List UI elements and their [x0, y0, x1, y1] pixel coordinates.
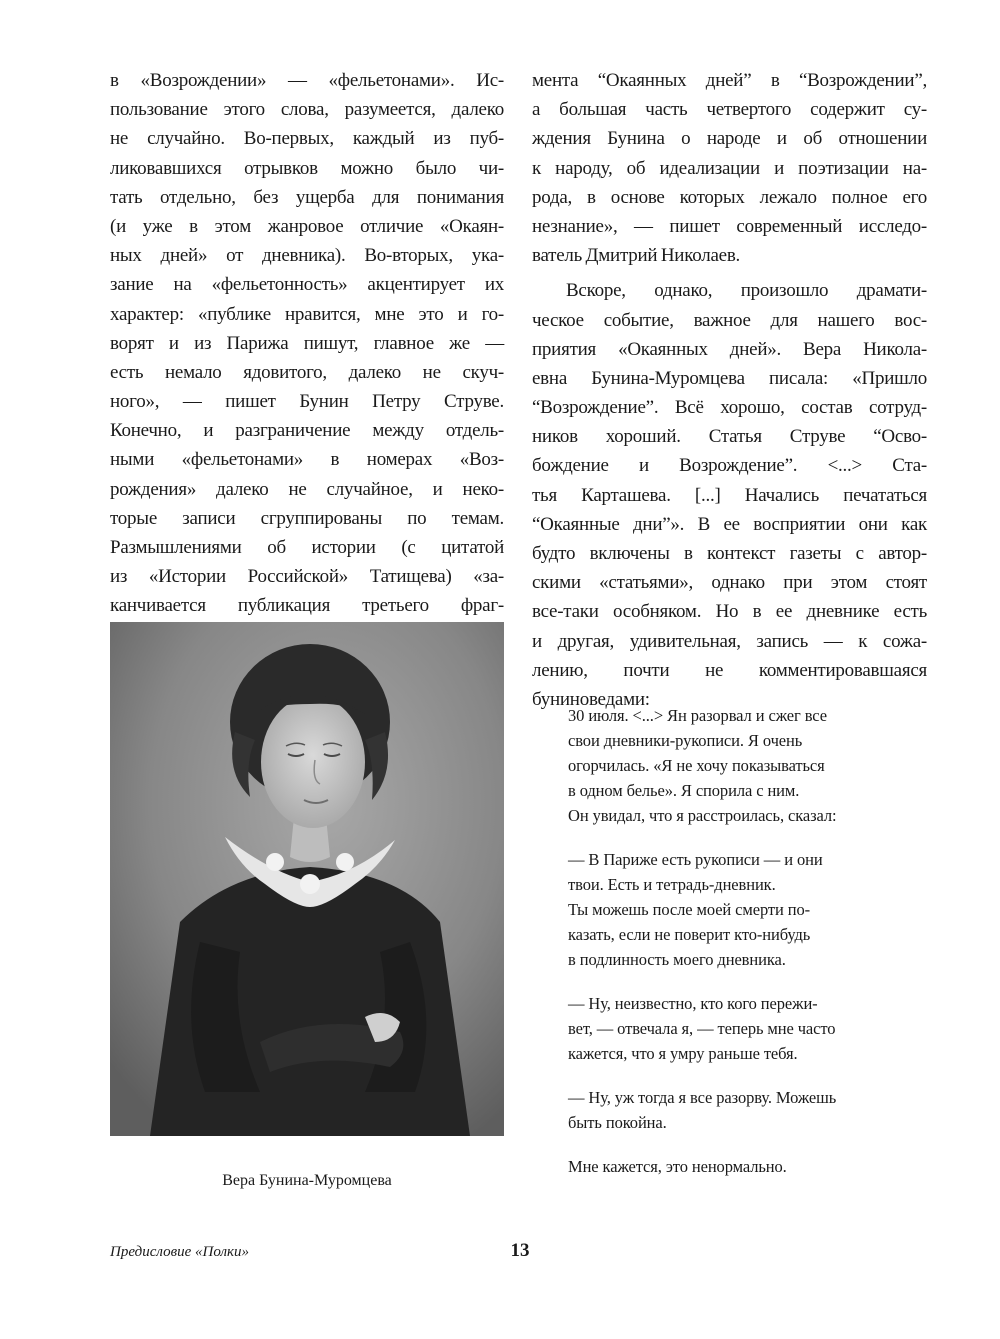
text-line: лению, почти не комментировавшаяся: [532, 659, 927, 681]
quote-line: в одном белье». Я спорила с ним.: [568, 781, 800, 800]
diary-quote: [568, 703, 928, 1179]
page-number: 13: [510, 1240, 530, 1261]
quote-gap: [568, 1066, 928, 1085]
quote-line: быть покойна.: [568, 1113, 667, 1132]
quote-paragraph: [568, 1154, 928, 1179]
text-line: ватель Дмитрий Николаев.: [532, 245, 741, 267]
text-line: буниноведами:: [532, 688, 650, 710]
text-line: характер: «публике нравится, мне это и го-: [110, 303, 504, 325]
photo-caption: Вера Бунина-Муромцева: [222, 1172, 392, 1189]
text-line: и другая, удивительная, запись — к сожа-: [532, 630, 927, 652]
quote-line: вет, — отвечала я, — теперь мне часто: [568, 1019, 836, 1038]
text-line: ворят и из Парижа пишут, главное же —: [110, 332, 504, 354]
text-line: пользование этого слова, разумеется, далеко: [110, 99, 504, 121]
text-line: Вскоре, однако, произошло драмати-: [566, 280, 927, 302]
text-line: евна Бунина-Муромцева писала: «Пришло: [532, 367, 927, 389]
text-line: а большая часть четвертого содержит су-: [532, 99, 927, 121]
text-line: зание на «фельетонность» акцентирует их: [110, 274, 504, 296]
text-line: будто включены в контекст газеты с автор-: [532, 543, 927, 564]
quote-line: казать, если не поверит кто-нибудь: [568, 925, 811, 944]
text-line: рода, в основе которых лежало полное его: [532, 186, 927, 208]
text-line: ными «фельетонами» в номерах «Воз-: [110, 449, 504, 471]
text-line: все-таки особняком. Но в ее дневнике есть: [532, 601, 927, 623]
text-line: “Окаянные дни”». В ее восприятии они как: [532, 513, 927, 535]
text-line: не случайно. Во-первых, каждый из пуб-: [110, 128, 504, 150]
text-line: мента “Окаянных дней” в “Возрождении”,: [532, 70, 927, 91]
quote-gap: [568, 828, 928, 847]
text-line: ных дней» от дневника). Во-вторых, ука-: [110, 245, 504, 267]
quote-paragraph: [568, 703, 928, 828]
text-line: скими «статьями», однако при этом стоят: [532, 572, 927, 594]
portrait-photo: [110, 622, 504, 1136]
quote-line: — В Париже есть рукописи — и они: [568, 850, 823, 869]
text-line: рождения» далеко не случайное, и неко-: [110, 478, 504, 500]
right-text-column: [532, 66, 927, 714]
quote-line: кажется, что я умру раньше тебя.: [568, 1044, 798, 1063]
quote-line: Мне кажется, это ненормально.: [568, 1157, 787, 1176]
text-line: Конечно, и разграничение между отдель-: [110, 420, 504, 442]
text-line: “Возрождение”. Всё хорошо, состав сотруд-: [532, 397, 927, 419]
right-paragraph-1: [532, 66, 927, 270]
text-line: из «Истории Российской» Татищева) «за-: [110, 566, 504, 588]
quote-gap: [568, 1135, 928, 1154]
quote-line: огорчилась. «Я не хочу показываться: [568, 756, 825, 775]
quote-line: — Ну, неизвестно, кто кого пережи-: [568, 994, 818, 1013]
quote-paragraph: [568, 991, 928, 1066]
text-line: (и уже в этом жанровое отличие «Окаян-: [110, 215, 504, 237]
quote-paragraph: [568, 1085, 928, 1135]
text-line: ников хороший. Статья Струве “Осво-: [532, 426, 927, 448]
quote-paragraph: [568, 847, 928, 972]
quote-line: Ты можешь после моей смерти по-: [568, 900, 811, 919]
right-paragraph-2: [532, 276, 927, 714]
text-line: есть немало ядовитого, далеко не скуч-: [110, 361, 504, 383]
text-line: ждения Бунина о народе и об отношении: [532, 128, 927, 150]
quote-line: в подлинность моего дневника.: [568, 950, 786, 969]
text-line: канчивается публикация третьего фраг-: [110, 595, 504, 617]
quote-line: — Ну, уж тогда я все разорву. Можешь: [568, 1088, 837, 1107]
text-line: торые записи сгруппированы по темам.: [110, 507, 504, 529]
text-line: к народу, об идеализации и поэтизации на-: [532, 157, 927, 179]
text-line: тья Карташева. [...] Начались печататься: [532, 484, 927, 506]
text-line: незнание», — пишет современный исследо-: [532, 215, 927, 237]
text-line: ликовавшихся отрывков можно было чи-: [110, 157, 504, 179]
text-line: тать отдельно, без ущерба для понимания: [110, 186, 504, 208]
text-line: ного», — пишет Бунин Петру Струве.: [110, 391, 504, 413]
text-line: ческое событие, важное для нашего вос-: [532, 309, 927, 331]
text-line: в «Возрождении» — «фельетонами». Ис-: [110, 70, 504, 91]
quote-line: свои дневники-рукописи. Я очень: [568, 731, 803, 750]
left-paragraph: [110, 66, 504, 621]
quote-line: твои. Есть и тетрадь-дневник.: [568, 875, 776, 894]
left-text-column: [110, 66, 504, 621]
quote-gap: [568, 972, 928, 991]
text-line: Размышлениями об истории (с цитатой: [110, 537, 504, 558]
quote-line: 30 июля. <...> Ян разорвал и сжег все: [568, 706, 827, 725]
quote-line: Он увидал, что я расстроилась, сказал:: [568, 806, 837, 825]
text-line: приятия «Окаянных дней». Вера Никола-: [532, 338, 927, 360]
running-title: Предисловие «Полки»: [110, 1244, 250, 1260]
portrait-illustration: [110, 622, 504, 1136]
text-line: бождение и Возрождение”. <...> Ста-: [532, 455, 927, 477]
